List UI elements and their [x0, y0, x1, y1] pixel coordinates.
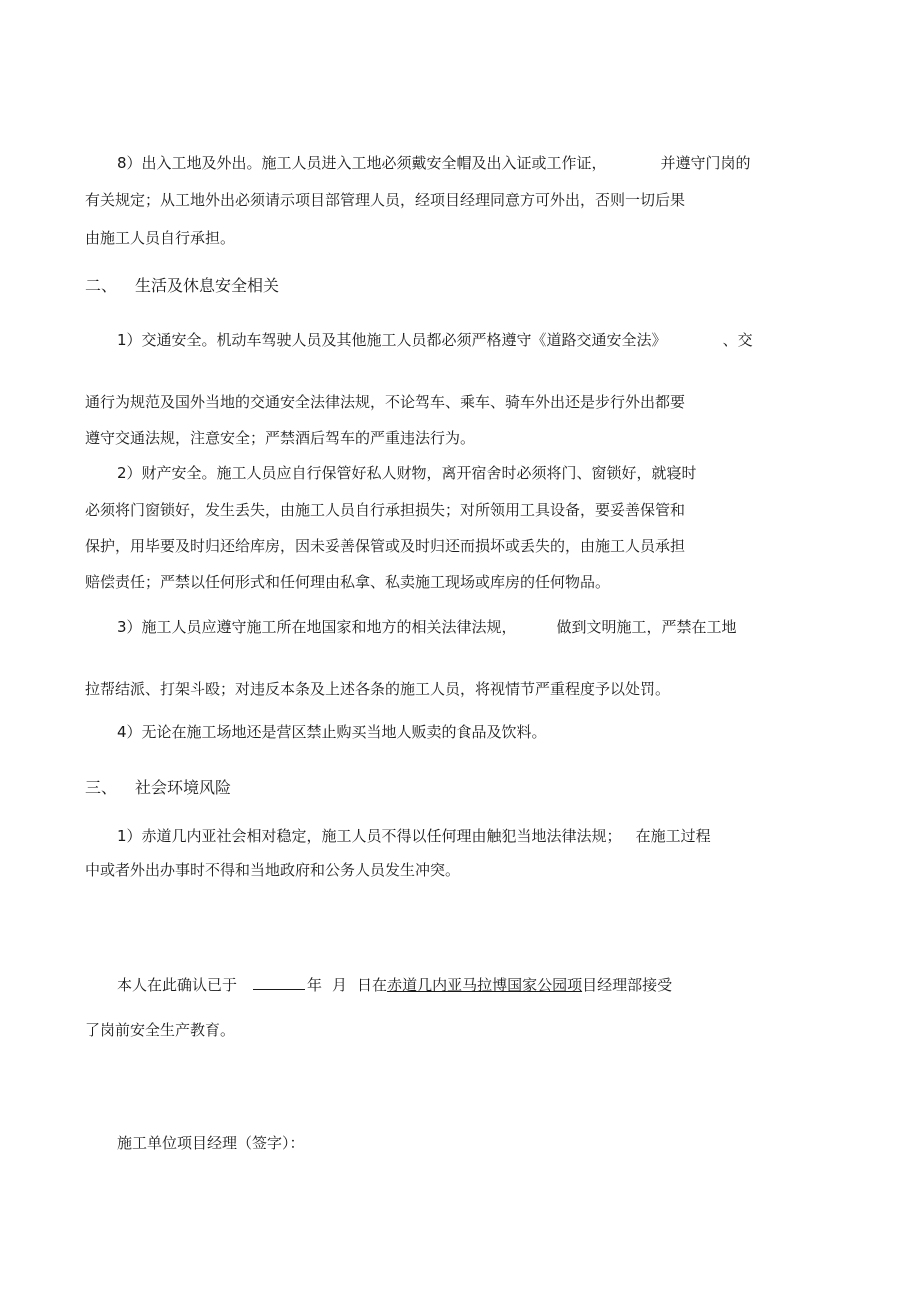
item8-line1 [117, 153, 751, 173]
confirm-year: 年 [307, 976, 323, 994]
confirm-day: 日在 [357, 976, 388, 994]
item8-line1-a: 8）出入工地及外出。施工人员进入工地必须戴安全帽及出入证或工作证， [117, 154, 607, 172]
item2-4-line1: 4）无论在施工场地还是营区禁止购买当地人贩卖的食品及饮料。 [117, 723, 547, 741]
item2-3-line1-a: 3）施工人员应遵守施工所在地国家和地方的相关法律法规， [117, 618, 517, 636]
confirm-line1 [117, 975, 672, 995]
date-blank[interactable] [253, 975, 305, 990]
item3-1-line1-b: 在施工过程 [635, 827, 711, 845]
item2-3-line2: 拉帮结派、打架斗殴；对违反本条及上述各条的施工人员，将视情节严重程度予以处罚。 [85, 680, 671, 698]
item8-line2: 有关规定；从工地外出必须请示项目部管理人员，经项目经理同意方可外出，否则一切后果 [85, 191, 686, 209]
item2-1-line3: 遵守交通法规，注意安全；严禁酒后驾车的严重违法行为。 [85, 429, 476, 447]
item8-line3: 由施工人员自行承担。 [85, 229, 236, 247]
section2-number: 二、 [85, 276, 118, 295]
confirm-month: 月 [332, 976, 348, 994]
confirm-project-name: 赤道几内亚马拉博国家公园项 [387, 976, 583, 994]
section2-title: 生活及休息安全相关 [135, 276, 280, 295]
signature-label: 施工单位项目经理（签字）： [117, 1134, 305, 1152]
item2-2-line3: 保护，用毕要及时归还给库房，因未妥善保管或及时归还而损坏或丢失的，由施工人员承担 [85, 537, 686, 555]
item3-1-line2: 中或者外出办事时不得和当地政府和公务人员发生冲突。 [85, 861, 461, 879]
item2-1-line2: 通行为规范及国外当地的交通安全法律法规，不论驾车、乘车、骑车外出还是步行外出都要 [85, 393, 686, 411]
item2-1-line1-a: 1）交通安全。机动车驾驶人员及其他施工人员都必须严格遵守《道路交通安全法》 [117, 331, 667, 349]
confirm-line2: 了岗前安全生产教育。 [85, 1021, 236, 1039]
confirm-suffix: 目经理部接受 [582, 976, 673, 994]
section3-number: 三、 [85, 778, 118, 797]
item2-2-line1: 2）财产安全。施工人员应自行保管好私人财物，离开宿舍时必须将门、窗锁好，就寝时 [117, 464, 697, 482]
item8-line1-b: 并遵守门岗的 [660, 154, 751, 172]
item2-3-line1 [117, 617, 737, 637]
item3-1-line1-a: 1）赤道几内亚社会相对稳定，施工人员不得以任何理由触犯当地法律法规； [117, 827, 622, 845]
confirm-prefix: 本人在此确认已于 [117, 976, 238, 994]
item2-1-line1 [117, 330, 753, 350]
item2-3-line1-b: 做到文明施工，严禁在工地 [556, 618, 737, 636]
section3-heading [85, 778, 231, 798]
section3-title: 社会环境风险 [135, 778, 232, 797]
item2-2-line4: 赔偿责任；严禁以任何形式和任何理由私拿、私卖施工现场或库房的任何物品。 [85, 573, 611, 591]
item2-1-line1-b: 、交 [722, 331, 753, 349]
item3-1-line1 [117, 826, 711, 846]
item2-2-line2: 必须将门窗锁好，发生丢失，由施工人员自行承担损失；对所领用工具设备，要妥善保管和 [85, 501, 686, 519]
section2-heading [85, 276, 279, 296]
